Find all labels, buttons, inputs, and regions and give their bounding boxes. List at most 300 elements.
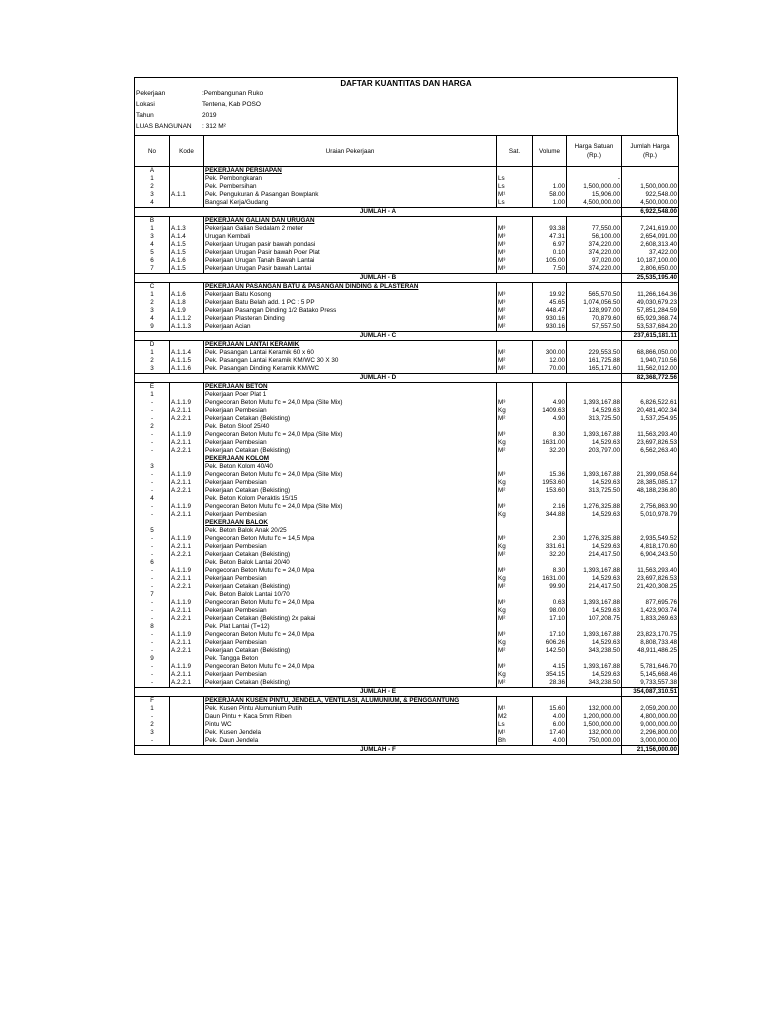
cell-harga [567, 167, 622, 176]
cell-vol: 331.61 [533, 543, 567, 551]
cell-harga: 343,238.50 [567, 679, 622, 688]
table-row [135, 439, 679, 447]
cell-uraian: Pengecoran Beton Mutu f'c = 14,5 Mpa [204, 535, 497, 543]
project-info-value: :Pembangunan Ruko [202, 90, 264, 97]
cell-kode [170, 713, 204, 721]
cell-vol: 1.00 [533, 199, 567, 208]
cell-no: 4 [135, 495, 170, 503]
table-row [135, 591, 679, 599]
cell-uraian: Pek. Pembongkaran [204, 175, 497, 183]
cell-sat [497, 341, 533, 350]
cell-sat [497, 527, 533, 535]
cell-no: - [135, 647, 170, 655]
subtotal-label: JUMLAH - A [135, 208, 622, 217]
cell-jumlah [622, 495, 679, 503]
cell-jumlah: 2,654,091.00 [622, 233, 679, 241]
cell-kode: A.2.1.1 [170, 439, 204, 447]
cell-jumlah: 1,940,710.56 [622, 357, 679, 365]
cell-vol [533, 559, 567, 567]
subtotal-amount: 21,156,000.00 [622, 746, 679, 755]
cell-sat: M³ [497, 631, 533, 639]
cell-vol [533, 655, 567, 663]
cell-no: 2 [135, 721, 170, 729]
cell-sat: Kg [497, 439, 533, 447]
col-header-jumlah-harga: Jumlah Harga (Rp.) [622, 136, 679, 167]
cell-harga: 313,725.50 [567, 487, 622, 495]
cell-kode: A.2.2.1 [170, 447, 204, 455]
cell-jumlah: 1,833,269.63 [622, 615, 679, 623]
subsection-header-row [135, 455, 679, 463]
project-info-label: LUAS BANGUNAN [136, 123, 192, 130]
cell-no: E [135, 383, 170, 392]
cell-jumlah: 1,423,903.74 [622, 607, 679, 615]
cell-harga: 1,393,167.88 [567, 399, 622, 407]
section-header-row [135, 167, 679, 176]
cell-uraian: Pengecoran Beton Mutu f'c = 24,0 Mpa [204, 631, 497, 639]
cell-no: 9 [135, 655, 170, 663]
cell-sat: M² [497, 357, 533, 365]
cell-vol: 28.36 [533, 679, 567, 688]
cell-jumlah: 11,563,293.40 [622, 567, 679, 575]
project-info-label: Tahun [136, 112, 154, 119]
cell-no: 4 [135, 199, 170, 208]
cell-uraian: Pekerjaan Galian Sedalam 2 meter [204, 225, 497, 233]
cell-uraian: Pengecoran Beton Mutu f'c = 24,0 Mpa [204, 663, 497, 671]
cell-kode [170, 559, 204, 567]
cell-vol: 32.20 [533, 551, 567, 559]
table-row [135, 551, 679, 559]
cell-jumlah: 20,481,402.34 [622, 407, 679, 415]
cell-sat: M² [497, 415, 533, 423]
cell-sat [497, 455, 533, 463]
cell-sat [497, 423, 533, 431]
cell-uraian: Pek. Beton Kolom 40/40 [204, 463, 497, 471]
cell-no [135, 519, 170, 527]
cell-uraian: PEKERJAAN BETON [204, 383, 497, 392]
cell-no: - [135, 407, 170, 415]
cell-sat: M² [497, 315, 533, 323]
cell-harga [567, 455, 622, 463]
cell-vol: 4.15 [533, 663, 567, 671]
subsection-header-row [135, 519, 679, 527]
subtotal-amount: 237,615,181.11 [622, 332, 679, 341]
table-row [135, 721, 679, 729]
cell-vol: 58.00 [533, 191, 567, 199]
cell-kode [170, 527, 204, 535]
cell-kode: A.1.5 [170, 249, 204, 257]
cell-vol: 4.00 [533, 713, 567, 721]
cell-uraian: Pengecoran Beton Mutu f'c = 24,0 Mpa (Site Mix) [204, 503, 497, 511]
cell-uraian: PEKERJAAN BALOK [204, 519, 497, 527]
cell-kode: A.1.1.9 [170, 599, 204, 607]
cell-jumlah: 2,756,863.90 [622, 503, 679, 511]
table-row [135, 615, 679, 623]
cell-vol: 17.40 [533, 729, 567, 737]
cell-harga [567, 623, 622, 631]
cell-jumlah: 11,266,164.36 [622, 291, 679, 299]
subtotal-row [135, 332, 679, 341]
cell-uraian: Pekerjaan Pembesian [204, 479, 497, 487]
cell-jumlah: 9,000,000.00 [622, 721, 679, 729]
cell-vol: 4.90 [533, 415, 567, 423]
cell-sat [497, 559, 533, 567]
cell-kode: A.1.6 [170, 291, 204, 299]
table-row [135, 671, 679, 679]
table-row [135, 249, 679, 257]
cell-sat [497, 391, 533, 399]
cell-sat: M³ [497, 299, 533, 307]
cell-kode: A.1.1.9 [170, 535, 204, 543]
cell-uraian: Pek. Pasangan Dinding Keramik KM/WC [204, 365, 497, 374]
cell-no: 3 [135, 307, 170, 315]
cell-jumlah: 37,422.00 [622, 249, 679, 257]
cell-no: 1 [135, 291, 170, 299]
project-info-label: Lokasi [136, 101, 155, 108]
table-row [135, 737, 679, 746]
cell-harga: 161,725.88 [567, 357, 622, 365]
cell-jumlah [622, 697, 679, 706]
table-row [135, 463, 679, 471]
cell-kode [170, 423, 204, 431]
cell-harga: 97,020.00 [567, 257, 622, 265]
cell-jumlah [622, 463, 679, 471]
cell-no: 8 [135, 623, 170, 631]
subtotal-row [135, 208, 679, 217]
cell-no: - [135, 543, 170, 551]
table-row [135, 679, 679, 688]
cell-no: 7 [135, 265, 170, 274]
cell-jumlah: 2,608,313.40 [622, 241, 679, 249]
cell-kode: A.1.5 [170, 241, 204, 249]
cell-harga: - [567, 175, 622, 183]
cell-uraian: Pekerjaan Pembesian [204, 543, 497, 551]
cell-harga: 56,100.00 [567, 233, 622, 241]
cell-vol [533, 697, 567, 706]
cell-sat [497, 167, 533, 176]
cell-kode: A.1.1.9 [170, 503, 204, 511]
cell-no: 4 [135, 241, 170, 249]
cell-no: 5 [135, 249, 170, 257]
cell-jumlah: 8,808,733.48 [622, 639, 679, 647]
cell-jumlah [622, 391, 679, 399]
cell-sat: M² [497, 447, 533, 455]
table-row [135, 175, 679, 183]
cell-uraian: Urugan Kembali [204, 233, 497, 241]
cell-jumlah: 6,904,243.50 [622, 551, 679, 559]
cell-vol [533, 527, 567, 535]
cell-vol: 4.00 [533, 737, 567, 746]
subtotal-amount: 25,535,195.40 [622, 274, 679, 283]
cell-kode: A.2.2.1 [170, 487, 204, 495]
cell-no: B [135, 217, 170, 226]
cell-vol: 4.90 [533, 399, 567, 407]
cell-uraian: Pengecoran Beton Mutu f'c = 24,0 Mpa (Site Mix) [204, 471, 497, 479]
cell-harga: 1,393,167.88 [567, 599, 622, 607]
cell-uraian: Pekerjaan Cetakan (Bekisting) [204, 583, 497, 591]
cell-vol [533, 463, 567, 471]
cell-uraian: Pekerjaan Pembesian [204, 407, 497, 415]
cell-harga: 128,997.00 [567, 307, 622, 315]
table-row [135, 639, 679, 647]
section-header-row [135, 217, 679, 226]
cell-no: - [135, 607, 170, 615]
subtotal-amount: 82,368,772.56 [622, 374, 679, 383]
cell-kode: A.1.1.9 [170, 431, 204, 439]
cell-harga [567, 697, 622, 706]
table-row [135, 399, 679, 407]
table-header [135, 136, 679, 167]
cell-kode: A.1.1.6 [170, 365, 204, 374]
cell-no: 6 [135, 257, 170, 265]
cell-uraian: Pek. Tangga Beton [204, 655, 497, 663]
cell-kode [170, 183, 204, 191]
table-row [135, 391, 679, 399]
cell-uraian: Pekerjaan Pembesian [204, 439, 497, 447]
cell-jumlah: 2,296,800.00 [622, 729, 679, 737]
cell-uraian: Pekerjaan Cetakan (Bekisting) [204, 447, 497, 455]
cell-harga: 343,238.50 [567, 647, 622, 655]
cell-kode [170, 391, 204, 399]
cell-uraian: PEKERJAAN PERSIAPAN [204, 167, 497, 176]
cell-vol: 344.88 [533, 511, 567, 519]
cell-jumlah: 21,420,308.25 [622, 583, 679, 591]
cell-kode [170, 737, 204, 746]
cell-sat: M³ [497, 535, 533, 543]
cell-sat: Kg [497, 607, 533, 615]
col-header-no: No [135, 136, 170, 167]
cell-jumlah: 6,826,522.61 [622, 399, 679, 407]
cell-vol: 8.30 [533, 431, 567, 439]
cell-jumlah: 11,563,293.40 [622, 431, 679, 439]
cell-jumlah: 5,145,668.46 [622, 671, 679, 679]
cell-vol: 32.20 [533, 447, 567, 455]
cell-sat [497, 623, 533, 631]
subtotal-amount: 354,087,310.51 [622, 688, 679, 697]
cell-sat: M³ [497, 291, 533, 299]
table-row [135, 365, 679, 374]
cell-harga: 14,529.63 [567, 639, 622, 647]
cell-harga: 229,553.50 [567, 349, 622, 357]
cell-harga: 14,529.63 [567, 407, 622, 415]
table-row [135, 567, 679, 575]
cell-jumlah [622, 591, 679, 599]
table-row [135, 471, 679, 479]
cell-no: - [135, 575, 170, 583]
cell-vol: 1631.00 [533, 439, 567, 447]
table-row [135, 713, 679, 721]
cell-sat: M³ [497, 663, 533, 671]
cell-jumlah: 28,385,085.17 [622, 479, 679, 487]
cell-vol: 1953.60 [533, 479, 567, 487]
cell-kode [170, 455, 204, 463]
cell-no: 3 [135, 191, 170, 199]
cell-kode: A.1.1.3 [170, 323, 204, 332]
cell-uraian: Pekerjaan Pembesian [204, 575, 497, 583]
cell-vol: 8.30 [533, 567, 567, 575]
cell-vol [533, 423, 567, 431]
subtotal-row [135, 746, 679, 755]
cell-jumlah: 4,818,170.60 [622, 543, 679, 551]
table-row [135, 191, 679, 199]
cell-uraian: Pek. Pasangan Lantai Keramik 60 x 60 [204, 349, 497, 357]
cell-kode: A.1.9 [170, 307, 204, 315]
cell-kode: A.2.1.1 [170, 479, 204, 487]
cell-harga: 70,879.60 [567, 315, 622, 323]
cell-harga: 214,417.50 [567, 583, 622, 591]
table-row [135, 423, 679, 431]
cell-harga [567, 383, 622, 392]
cell-sat: M¹ [497, 729, 533, 737]
cell-jumlah: 65,929,368.74 [622, 315, 679, 323]
table-row [135, 559, 679, 567]
cell-sat: M² [497, 365, 533, 374]
cell-kode: A.2.1.1 [170, 575, 204, 583]
table-row [135, 527, 679, 535]
cell-vol: 7.50 [533, 265, 567, 274]
col-header-volume: Volume [533, 136, 567, 167]
cell-jumlah: 4,500,000.00 [622, 199, 679, 208]
cell-vol [533, 383, 567, 392]
cell-harga: 4,500,000.00 [567, 199, 622, 208]
cell-sat [497, 519, 533, 527]
cell-sat: Ls [497, 721, 533, 729]
cell-sat [497, 283, 533, 292]
cell-jumlah: 23,697,826.53 [622, 575, 679, 583]
cell-jumlah [622, 527, 679, 535]
subtotal-label: JUMLAH - C [135, 332, 622, 341]
cell-kode [170, 175, 204, 183]
cell-jumlah [622, 383, 679, 392]
table-row [135, 487, 679, 495]
cell-vol: 1631.00 [533, 575, 567, 583]
cell-harga [567, 217, 622, 226]
cell-kode [170, 463, 204, 471]
cell-uraian: Pengecoran Beton Mutu f'c = 24,0 Mpa (Site Mix) [204, 431, 497, 439]
cell-jumlah: 21,399,058.64 [622, 471, 679, 479]
cell-no: 3 [135, 365, 170, 374]
cell-harga [567, 655, 622, 663]
table-row [135, 257, 679, 265]
cell-harga: 374,220.00 [567, 249, 622, 257]
cell-sat: M³ [497, 599, 533, 607]
table-row [135, 729, 679, 737]
cell-uraian: Pek. Daun Jendela [204, 737, 497, 746]
cell-sat: Kg [497, 543, 533, 551]
cell-jumlah [622, 519, 679, 527]
cell-uraian: Pek. Pengukuran & Pasangan Bowplank [204, 191, 497, 199]
document-title: DAFTAR KUANTITAS DAN HARGA [134, 77, 678, 89]
cell-sat: M³ [497, 249, 533, 257]
cell-vol: 15.36 [533, 471, 567, 479]
cell-harga: 1,500,000.00 [567, 721, 622, 729]
cell-kode [170, 729, 204, 737]
cell-uraian: Pengecoran Beton Mutu f'c = 24,0 Mpa (Site Mix) [204, 399, 497, 407]
cell-harga: 1,074,056.50 [567, 299, 622, 307]
cell-harga [567, 495, 622, 503]
cell-harga: 107,208.75 [567, 615, 622, 623]
cell-vol: 0.10 [533, 249, 567, 257]
cell-jumlah: 57,851,284.59 [622, 307, 679, 315]
cell-no: A [135, 167, 170, 176]
cell-harga: 1,393,167.88 [567, 663, 622, 671]
cell-sat: M2 [497, 713, 533, 721]
cell-sat: Kg [497, 671, 533, 679]
boq-table [134, 135, 679, 755]
cell-vol: 6.00 [533, 721, 567, 729]
cell-uraian: Pekerjaan Acian [204, 323, 497, 332]
cell-no: - [135, 487, 170, 495]
table-row [135, 233, 679, 241]
table-row [135, 291, 679, 299]
cell-no: - [135, 471, 170, 479]
cell-kode [170, 217, 204, 226]
cell-no: D [135, 341, 170, 350]
cell-no: - [135, 631, 170, 639]
cell-kode: A.2.2.1 [170, 551, 204, 559]
cell-vol: 2.30 [533, 535, 567, 543]
cell-sat [497, 655, 533, 663]
cell-harga: 14,529.63 [567, 543, 622, 551]
cell-kode [170, 623, 204, 631]
cell-no: - [135, 535, 170, 543]
cell-sat: M² [497, 323, 533, 332]
cell-harga [567, 527, 622, 535]
cell-no: 1 [135, 705, 170, 713]
cell-sat: Kg [497, 407, 533, 415]
cell-sat: M² [497, 647, 533, 655]
cell-harga [567, 519, 622, 527]
cell-no [135, 455, 170, 463]
project-info-value: Tentena, Kab POSO [202, 101, 261, 108]
cell-vol: 1.00 [533, 183, 567, 191]
table-row [135, 647, 679, 655]
cell-sat [497, 463, 533, 471]
cell-harga: 14,529.63 [567, 607, 622, 615]
cell-jumlah: 4,800,000.00 [622, 713, 679, 721]
cell-vol [533, 167, 567, 176]
cell-kode [170, 167, 204, 176]
cell-vol [533, 217, 567, 226]
cell-no: - [135, 415, 170, 423]
cell-no: - [135, 447, 170, 455]
cell-no: - [135, 431, 170, 439]
cell-sat: M² [497, 349, 533, 357]
cell-sat: M² [497, 307, 533, 315]
cell-uraian: Pekerjaan Urugan Pasir bawah Lantai [204, 265, 497, 274]
cell-sat: Kg [497, 479, 533, 487]
cell-uraian: Pekerjaan Pembesian [204, 671, 497, 679]
cell-kode [170, 655, 204, 663]
cell-sat: Bh [497, 737, 533, 746]
cell-sat [497, 591, 533, 599]
cell-no: - [135, 479, 170, 487]
cell-no: 3 [135, 729, 170, 737]
cell-jumlah: 7,241,619.00 [622, 225, 679, 233]
cell-kode: A.1.6 [170, 257, 204, 265]
cell-uraian: Pengecoran Beton Mutu f'c = 24,0 Mpa [204, 567, 497, 575]
cell-harga: 14,529.63 [567, 479, 622, 487]
cell-uraian: Pek. Pasangan Lantai Keramik KM/WC 30 X 30 [204, 357, 497, 365]
cell-kode [170, 591, 204, 599]
table-row [135, 349, 679, 357]
table-row [135, 503, 679, 511]
cell-uraian: Pekerjaan Cetakan (Bekisting) [204, 679, 497, 688]
cell-jumlah: 49,030,679.23 [622, 299, 679, 307]
cell-harga: 165,171.60 [567, 365, 622, 374]
cell-sat: Kg [497, 511, 533, 519]
cell-sat: M³ [497, 257, 533, 265]
cell-harga: 1,393,167.88 [567, 567, 622, 575]
